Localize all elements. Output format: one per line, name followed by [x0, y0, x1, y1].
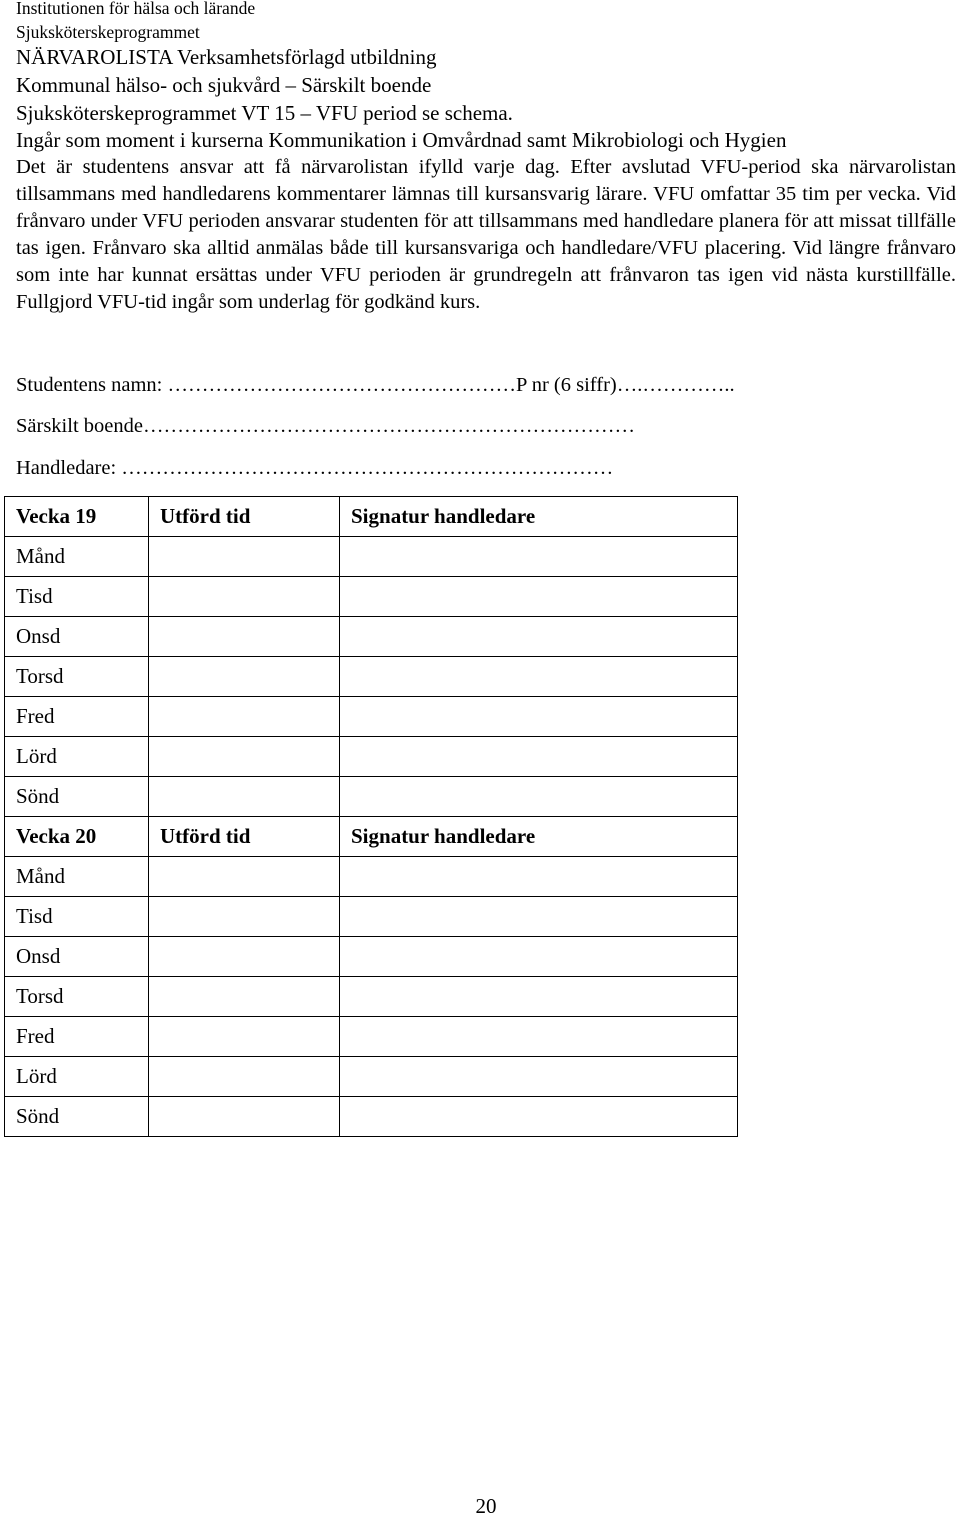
day-label: Torsd [5, 657, 149, 697]
time-cell[interactable] [149, 777, 340, 817]
day-row [5, 1017, 738, 1057]
week-header-row [5, 817, 738, 857]
day-row [5, 977, 738, 1017]
column-header-signature: Signatur handledare [340, 497, 738, 537]
day-row [5, 1097, 738, 1137]
day-row [5, 617, 738, 657]
day-row [5, 897, 738, 937]
signature-cell[interactable] [340, 537, 738, 577]
day-row [5, 537, 738, 577]
time-cell[interactable] [149, 1017, 340, 1057]
day-row [5, 737, 738, 777]
day-row [5, 697, 738, 737]
day-label: Fred [5, 1017, 149, 1057]
signature-cell[interactable] [340, 977, 738, 1017]
day-label: Lörd [5, 1057, 149, 1097]
signature-cell[interactable] [340, 857, 738, 897]
facility-field[interactable]: Särskilt boende……………………………………………………………… [16, 415, 635, 437]
time-cell[interactable] [149, 617, 340, 657]
time-cell[interactable] [149, 1097, 340, 1137]
day-label: Månd [5, 857, 149, 897]
time-cell[interactable] [149, 577, 340, 617]
day-row [5, 577, 738, 617]
week-header-row [5, 497, 738, 537]
signature-cell[interactable] [340, 657, 738, 697]
day-label: Lörd [5, 737, 149, 777]
document-title: NÄRVAROLISTA Verksamhetsförlagd utbildning [16, 45, 437, 69]
signature-cell[interactable] [340, 897, 738, 937]
day-label: Torsd [5, 977, 149, 1017]
signature-cell[interactable] [340, 577, 738, 617]
signature-cell[interactable] [340, 1017, 738, 1057]
period-line: Sjuksköterskeprogrammet VT 15 – VFU period se schema. [16, 101, 513, 125]
signature-cell[interactable] [340, 1057, 738, 1097]
instructions-text: Det är studentens ansvar att få närvarolistan ifylld varje dag. Efter avslutad VFU-period ska närvarolistan tillsammans med handledarens kommentarer lämnas till kursansvarig lärare. VFU omfattar 35 tim per vecka. Vid frånvaro under VFU perioden ansvarar studenten för att tillsammans med handledare planera för att missat tillfälle tas igen. Frånvaro ska alltid anmälas både till kursansvariga och handledare/VFU placering. Vid längre frånvaro som inte har kunnat ersättas under VFU perioden är grundregeln att frånvaron tas igen vid nästa kurstillfälle. Fullgjord VFU-tid ingår som underlag för godkänd kurs. [16, 156, 956, 313]
day-row [5, 1057, 738, 1097]
day-row [5, 857, 738, 897]
signature-cell[interactable] [340, 1097, 738, 1137]
signature-cell[interactable] [340, 697, 738, 737]
signature-cell[interactable] [340, 937, 738, 977]
week-label: Vecka 19 [5, 497, 149, 537]
page-number: 20 [475, 1494, 497, 1518]
signature-cell[interactable] [340, 617, 738, 657]
time-cell[interactable] [149, 1057, 340, 1097]
time-cell[interactable] [149, 737, 340, 777]
column-header-time: Utförd tid [149, 817, 340, 857]
day-label: Fred [5, 697, 149, 737]
week-label: Vecka 20 [5, 817, 149, 857]
column-header-signature: Signatur handledare [340, 817, 738, 857]
day-row [5, 777, 738, 817]
day-label: Tisd [5, 897, 149, 937]
day-row [5, 657, 738, 697]
student-name-field[interactable]: Studentens namn: ……………………………………………P nr (6 siffr)….………….. [16, 374, 735, 396]
institution-line: Institutionen för hälsa och lärande [16, 0, 256, 18]
courses-line: Ingår som moment i kurserna Kommunikation i Omvårdnad samt Mikrobiologi och Hygien [16, 128, 787, 152]
attendance-table-body [5, 497, 738, 1137]
time-cell[interactable] [149, 657, 340, 697]
time-cell[interactable] [149, 537, 340, 577]
time-cell[interactable] [149, 857, 340, 897]
day-label: Sönd [5, 1097, 149, 1137]
time-cell[interactable] [149, 897, 340, 937]
signature-cell[interactable] [340, 777, 738, 817]
attendance-table [4, 496, 738, 1137]
column-header-time: Utförd tid [149, 497, 340, 537]
day-label: Onsd [5, 937, 149, 977]
day-label: Månd [5, 537, 149, 577]
signature-cell[interactable] [340, 737, 738, 777]
program-line: Sjuksköterskeprogrammet [16, 22, 200, 42]
time-cell[interactable] [149, 977, 340, 1017]
time-cell[interactable] [149, 697, 340, 737]
day-label: Sönd [5, 777, 149, 817]
time-cell[interactable] [149, 937, 340, 977]
instructions-paragraph [16, 154, 956, 316]
day-row [5, 937, 738, 977]
day-label: Tisd [5, 577, 149, 617]
day-label: Onsd [5, 617, 149, 657]
supervisor-field[interactable]: Handledare: ……………………………………………………………… [16, 457, 614, 479]
document-subtitle: Kommunal hälso- och sjukvård – Särskilt boende [16, 73, 432, 97]
